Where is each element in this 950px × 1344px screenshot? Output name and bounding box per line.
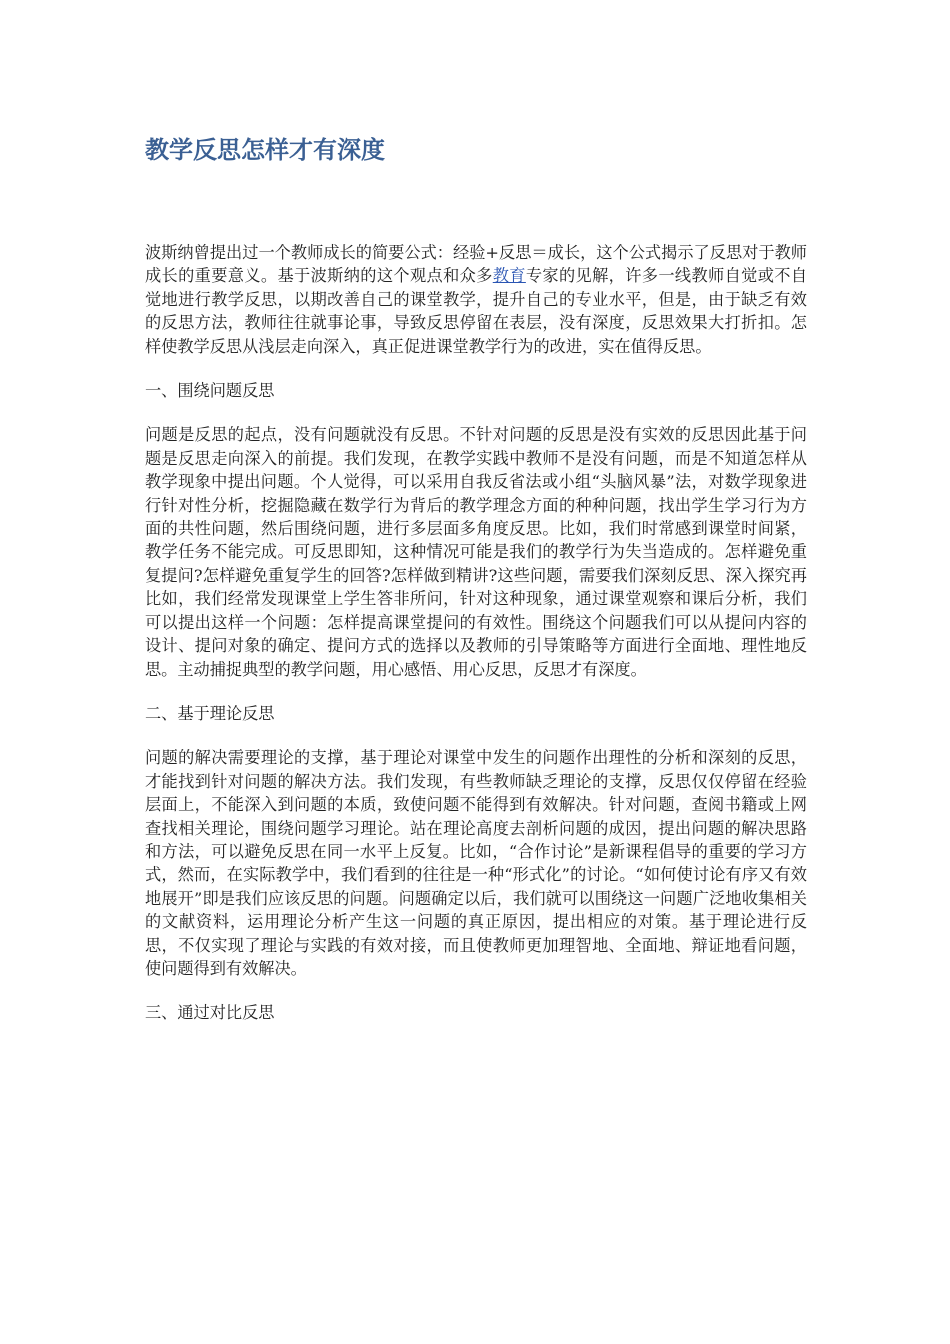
section-heading-1: 一、围绕问题反思 (145, 381, 275, 401)
education-link[interactable]: 教育 (492, 266, 526, 286)
intro-text-before-link: 波斯纳曾提出过一个教师成长的简要公式：经验+反思＝成长，这个公式揭示了反思对于教师成长的重要意义。基于波斯纳的这个观点和众多 (145, 243, 807, 286)
intro-paragraph (145, 241, 807, 358)
section-paragraph-1: 问题是反思的起点，没有问题就没有反思。不针对问题的反思是没有实效的反思因此基于问题是反思走向深入的前提。我们发现，在教学实践中教师不是没有问题，而是不知道怎样从教学现象中提出问题。个人觉得，可以采用自我反省法或小组“头脑风暴”法，对数学现象进行针对性分析，挖掘隐藏在数学行为背后的教学理念方面的种种问题，找出学生学习行为方面的共性问题，然后围绕问题，进行多层面多角度反思。比如，我们时常感到课堂时间紧，教学任务不能完成。可反思即知，这种情况可能是我们的教学行为失当造成的。怎样避免重复提问?怎样避免重复学生的回答?怎样做到精讲?这些问题，需要我们深刻反思、深入探究再比如，我们经常发现课堂上学生答非所问，针对这种现象，通过课堂观察和课后分析，我们可以提出这样一个问题：怎样提高课堂提问的有效性。围绕这个问题我们可以从提问内容的设计、提问对象的确定、提问方式的选择以及教师的引导策略等方面进行全面地、理性地反思。主动捕捉典型的教学问题，用心感悟、用心反思，反思才有深度。 (145, 425, 807, 679)
document-body (145, 241, 807, 1046)
section-heading-2: 二、基于理论反思 (145, 703, 275, 723)
page-title: 教学反思怎样才有深度 (145, 136, 385, 164)
section-heading-3: 三、通过对比反思 (145, 1003, 275, 1023)
intro-text-after-link: 专家的见解，许多一线教师自觉或不自觉地进行教学反思，以期改善自己的课堂教学，提升自己的专业水平，但是，由于缺乏有效的反思方法，教师往往就事论事，导致反思停留在表层，没有深度，反思效果大打折扣。怎样使教学反思从浅层走向深入，真正促进课堂教学行为的改进，实在值得反思。 (145, 266, 808, 356)
section-paragraph-2: 问题的解决需要理论的支撑，基于理论对课堂中发生的问题作出理性的分析和深刻的反思，才能找到针对问题的解决方法。我们发现，有些教师缺乏理论的支撑，反思仅仅停留在经验层面上，不能深入到问题的本质，致使问题不能得到有效解决。针对问题，查阅书籍或上网查找相关理论，围绕问题学习理论。站在理论高度去剖析问题的成因，提出问题的解决思路和方法，可以避免反思在同一水平上反复。比如，“合作讨论”是新课程倡导的重要的学习方式，然而，在实际教学中，我们看到的往往是一种“形式化”的讨论。“如何使讨论有序又有效地展开”即是我们应该反思的问题。问题确定以后，我们就可以围绕这一问题广泛地收集相关的文献资料，运用理论分析产生这一问题的真正原因，提出相应的对策。基于理论进行反思，不仅实现了理论与实践的有效对接，而且使教师更加理智地、全面地、辩证地看问题，使问题得到有效解决。 (145, 748, 807, 978)
